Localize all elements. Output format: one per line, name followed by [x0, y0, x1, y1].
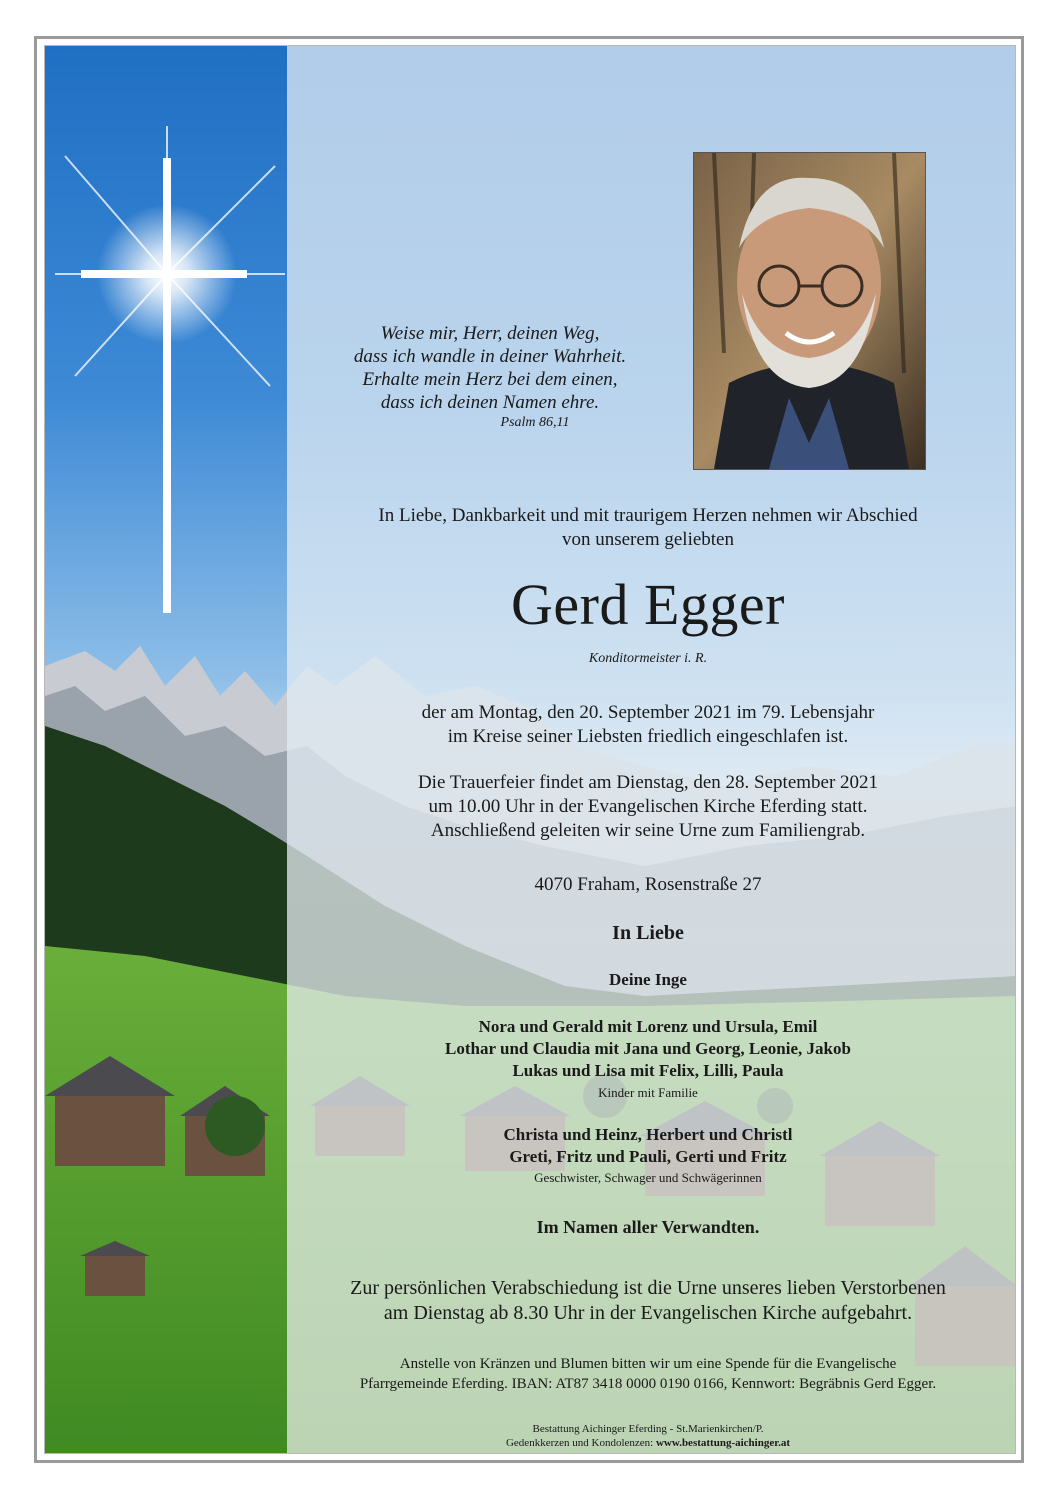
in-liebe-heading: In Liebe	[612, 922, 684, 944]
wife-name: Deine Inge	[609, 970, 687, 989]
farewell-notice	[288, 1276, 1008, 1326]
farewell-line: am Dienstag ab 8.30 Uhr in der Evangelischen Kirche aufgebahrt.	[383, 1302, 913, 1324]
deceased-title: Konditormeister i. R.	[588, 651, 708, 666]
ceremony-line: Anschließend geleiten wir seine Urne zum Familiengrab.	[430, 820, 866, 841]
psalm-line: Erhalte mein Herz bei dem einen,	[362, 369, 618, 390]
children-label: Kinder mit Familie	[598, 1085, 698, 1100]
footer-prefix: Gedenkkerzen und Kondolenzen:	[505, 1437, 656, 1449]
undertaker-footer	[288, 1422, 1008, 1450]
ceremony-line: Die Trauerfeier findet am Dienstag, den 28. September 2021	[417, 772, 879, 793]
farewell-line: Zur persönlichen Verabschiedung ist die Urne unseres lieben Verstorbenen	[350, 1277, 946, 1299]
psalm-line: Weise mir, Herr, deinen Weg,	[380, 323, 600, 344]
children-line: Nora und Gerald mit Lorenz und Ursula, Emil	[478, 1017, 818, 1036]
footer-line	[288, 1436, 1008, 1450]
donation-line: Anstelle von Kränzen und Blumen bitten wir um eine Spende für die Evangelische	[399, 1356, 897, 1372]
family-address: 4070 Fraham, Rosenstraße 27	[534, 874, 762, 895]
death-notice	[288, 701, 1008, 749]
intro-line: In Liebe, Dankbarkeit und mit traurigem Herzen nehmen wir Abschied	[378, 505, 918, 526]
psalm-quote	[300, 322, 680, 432]
psalm-line: dass ich wandle in deiner Wahrheit.	[353, 346, 627, 367]
donation-line: Pfarrgemeinde Eferding. IBAN: AT87 3418 0000 0190 0166, Kennwort: Begräbnis Gerd Egger.	[359, 1376, 937, 1392]
siblings-line: Christa und Heinz, Herbert und Christl	[503, 1125, 793, 1144]
death-line: der am Montag, den 20. September 2021 im 79. Lebensjahr	[421, 702, 875, 723]
donation-notice	[288, 1354, 1008, 1394]
psalm-reference: Psalm 86,11	[500, 415, 570, 430]
intro-line: von unserem geliebten	[561, 529, 734, 550]
death-line: im Kreise seiner Liebsten friedlich eingeschlafen ist.	[447, 726, 849, 747]
siblings-label: Geschwister, Schwager und Schwägerinnen	[534, 1170, 762, 1185]
siblings-line: Greti, Fritz und Pauli, Gerti und Fritz	[509, 1147, 787, 1166]
condolence-website-link[interactable]: www.bestattung-aichinger.at	[655, 1437, 791, 1449]
deceased-name: Gerd Egger	[511, 572, 785, 637]
footer-line: Bestattung Aichinger Eferding - St.Marienkirchen/P.	[532, 1423, 764, 1435]
on-behalf-line: Im Namen aller Verwandten.	[536, 1217, 760, 1237]
ceremony-line: um 10.00 Uhr in der Evangelischen Kirche Eferding statt.	[428, 796, 868, 817]
siblings-list	[288, 1124, 1008, 1168]
children-line: Lukas und Lisa mit Felix, Lilli, Paula	[512, 1061, 784, 1080]
children-line: Lothar und Claudia mit Jana und Georg, Leonie, Jakob	[445, 1039, 851, 1058]
ceremony-info	[288, 771, 1008, 843]
intro-text	[288, 504, 1008, 552]
children-list	[288, 1016, 1008, 1082]
psalm-line: dass ich deinen Namen ehre.	[380, 392, 600, 413]
portrait-photo	[693, 152, 926, 470]
